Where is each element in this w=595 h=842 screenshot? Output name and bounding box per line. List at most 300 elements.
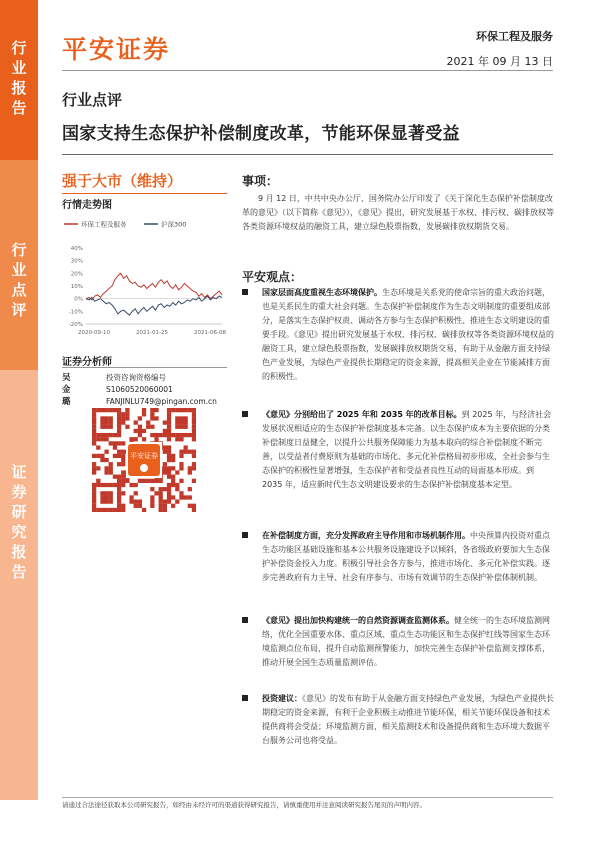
qr-cell xyxy=(171,504,175,508)
qr-cell xyxy=(121,475,125,479)
qr-cell xyxy=(92,433,96,437)
qr-cell xyxy=(138,433,142,437)
qr-cell xyxy=(167,412,171,416)
analyst-name: 吴金璐 xyxy=(62,373,71,407)
qr-cell xyxy=(167,429,171,433)
qr-cell xyxy=(167,454,171,458)
qr-cell xyxy=(92,500,96,504)
qr-cell xyxy=(171,479,175,483)
qr-cell xyxy=(109,420,113,424)
qr-cell xyxy=(175,416,179,420)
qr-cell xyxy=(104,450,108,454)
qr-cell xyxy=(113,408,117,412)
bullet-square-icon xyxy=(242,695,248,701)
qr-cell xyxy=(175,408,179,412)
qr-cell xyxy=(192,433,196,437)
view-item-bold: 在补偿制度方面，充分发挥政府主导作用和市场机制作用。 xyxy=(262,531,470,540)
qr-cell xyxy=(159,504,163,508)
header-divider xyxy=(62,70,553,71)
view-item-text: 健全统一的生态环境监测网络，优化全国重要水体、重点区域、重点生态功能区和生态保护红线等国家生态环境监测点位布局，提升自动监测预警能力，加快完善生态保护补偿监测支撑体系，推动开展全国生态质量监测评估。 xyxy=(262,616,550,667)
y-tick-label: 30% xyxy=(70,258,83,265)
qr-cell xyxy=(134,500,138,504)
qr-cell xyxy=(92,441,96,445)
qr-logo-text: 平安证券 xyxy=(130,452,158,460)
qr-cell xyxy=(175,437,179,441)
qr-cell xyxy=(92,416,96,420)
bullet-square-icon xyxy=(242,532,248,538)
qr-cell xyxy=(163,508,167,512)
qr-cell xyxy=(163,487,167,491)
qr-cell xyxy=(138,504,142,508)
legend-label: 沪深300 xyxy=(161,220,187,229)
qr-cell xyxy=(92,495,96,499)
qr-cell xyxy=(117,495,121,499)
qr-cell xyxy=(179,450,183,454)
qr-cell xyxy=(175,420,179,424)
qr-cell xyxy=(179,491,183,495)
qr-cell xyxy=(184,433,188,437)
y-tick-label: 10% xyxy=(70,284,83,290)
qr-cell xyxy=(179,416,183,420)
qr-cell xyxy=(179,466,183,470)
view-item-text: 中央预算内投资对重点生态功能区基础设施和基本公共服务设施建设予以倾斜，各省级政府要加大生态保护补偿资金投入力度。积极引导社会各方参与，推进市场化、多元化补偿实践。逐步完善政府有力主导、社会有序参与、市场有效调节的生态保护补偿体制机制。 xyxy=(262,531,550,582)
qr-cell xyxy=(167,425,171,429)
qr-cell xyxy=(167,491,171,495)
qr-cell xyxy=(150,495,154,499)
rating-divider xyxy=(62,193,227,194)
qr-cell xyxy=(167,408,171,412)
qr-cell xyxy=(163,466,167,470)
qr-cell xyxy=(175,500,179,504)
qr-cell xyxy=(92,425,96,429)
view-item-text: 《意见》的发布有助于从金融方面支持绿色产业发展，为绿色产业提供长期稳定的资金来源，有利于企业积极主动推进节能环保，相关节能环保设备和技术提供商将会受益；环境监测方面，相关监测技术和设备提供商和生态环境大数据平台服务公司也将受益。 xyxy=(262,694,554,745)
qr-cell xyxy=(192,425,196,429)
qr-cell xyxy=(117,420,121,424)
qr-cell xyxy=(92,491,96,495)
qr-cell xyxy=(171,483,175,487)
qr-cell xyxy=(171,454,175,458)
qr-cell xyxy=(167,420,171,424)
events-text: 9 月 12 日，中共中央办公厅、国务院办公厅印发了《关于深化生态保护补偿制度改革的意见》（以下简称《意见》），《意见》提出，研究发展基于水权、排污权、碳排放权等各类资源环境权益的融资工具，建立绿色股票指数，发展碳排放权期货交易。 xyxy=(242,194,554,231)
qr-cell xyxy=(117,508,121,512)
qr-cell xyxy=(104,416,108,420)
trend-chart-label: 行情走势图 xyxy=(62,200,112,211)
qr-cell xyxy=(92,420,96,424)
qr-cell xyxy=(179,433,183,437)
qr-cell xyxy=(150,500,154,504)
qr-cell xyxy=(100,425,104,429)
qr-cell xyxy=(163,429,167,433)
qr-cell xyxy=(142,429,146,433)
y-tick-label: 20% xyxy=(70,271,83,278)
report-title: 国家支持生态保护补偿制度改革，节能环保显著受益 xyxy=(62,124,460,144)
side-char: 行 xyxy=(11,241,27,259)
qr-cell xyxy=(150,416,154,420)
qr-cell xyxy=(96,437,100,441)
qr-cell xyxy=(121,416,125,420)
qr-cell xyxy=(121,462,125,466)
qr-cell xyxy=(117,425,121,429)
qr-cell xyxy=(134,429,138,433)
qr-cell xyxy=(117,429,121,433)
qr-cell xyxy=(129,495,133,499)
side-char: 报 xyxy=(11,79,27,97)
qr-cell xyxy=(150,425,154,429)
qr-cell xyxy=(104,433,108,437)
qr-cell xyxy=(146,479,150,483)
qr-cell xyxy=(92,470,96,474)
qr-cell xyxy=(184,420,188,424)
side-char: 告 xyxy=(11,99,27,117)
qr-cell xyxy=(159,500,163,504)
report-date: 2021 年 09 月 13 日 xyxy=(446,55,553,68)
qr-cell xyxy=(129,437,133,441)
qr-cell xyxy=(117,441,121,445)
qr-cell xyxy=(167,500,171,504)
qr-cell xyxy=(113,508,117,512)
view-item xyxy=(242,529,556,585)
qr-cell xyxy=(117,500,121,504)
qr-cell xyxy=(117,462,121,466)
views-heading: 平安观点： xyxy=(242,270,303,284)
qr-cell xyxy=(92,487,96,491)
qr-cell xyxy=(179,462,183,466)
qr-cell xyxy=(96,454,100,458)
qr-cell xyxy=(96,445,100,449)
qr-cell xyxy=(192,450,196,454)
qr-cell xyxy=(121,504,125,508)
qr-code[interactable] xyxy=(92,408,196,512)
qr-cell xyxy=(109,466,113,470)
qr-cell xyxy=(184,408,188,412)
qr-cell xyxy=(184,416,188,420)
analyst-license: S1060520060001 xyxy=(106,385,173,394)
qr-cell xyxy=(104,466,108,470)
analyst-role: 投资咨询资格编号 xyxy=(106,373,166,382)
legend-label: 环保工程及服务 xyxy=(81,220,127,229)
qr-cell xyxy=(96,483,100,487)
qr-cell xyxy=(171,466,175,470)
x-tick-label: 2020-09-10 xyxy=(78,330,110,336)
qr-cell xyxy=(117,483,121,487)
qr-cell xyxy=(117,454,121,458)
view-item-text: 生态环境是关系党的使命宗旨的重大政治问题，也是关系民生的重大社会问题。生态保护补偿制度作为生态文明制度的重要组成部分，是落实生态保护权责、调动各方参与生态保护积极性、推进生态文明建设的重要手段。《意见》提出研究发展基于水权、排污权、碳排放权等各类资源环境权益的融资工具，建立绿色股票指数，发展碳排放权期货交易，有助于从金融方面支持绿色产业发展，为绿色产业提供长期稳定的资金来源，提高相关企业在节能减排方面的积极性。 xyxy=(262,288,554,381)
analyst-email[interactable]: FANJINLU749@pingan.com.cn xyxy=(106,397,217,406)
side-label-industry-report xyxy=(0,0,38,160)
qr-cell xyxy=(167,470,171,474)
qr-cell xyxy=(192,479,196,483)
qr-cell xyxy=(104,495,108,499)
qr-cell xyxy=(192,420,196,424)
qr-cell xyxy=(146,420,150,424)
qr-cell xyxy=(192,437,196,441)
qr-cell xyxy=(150,479,154,483)
qr-cell xyxy=(192,508,196,512)
qr-cell xyxy=(121,420,125,424)
qr-cell xyxy=(154,433,158,437)
qr-cell xyxy=(121,470,125,474)
qr-cell xyxy=(163,420,167,424)
qr-cell xyxy=(154,416,158,420)
side-label-industry-comment xyxy=(0,160,38,370)
qr-cell xyxy=(192,408,196,412)
footer-disclaimer: 请通过合法途径获取本公司研究报告，如经由未经许可的渠道获得研究报告，请慎重使用并注意阅读研究报告尾页的声明内容。 xyxy=(62,801,426,809)
qr-cell xyxy=(109,508,113,512)
qr-cell xyxy=(125,416,129,420)
qr-cell xyxy=(100,458,104,462)
y-tick-label: -20% xyxy=(68,322,83,328)
side-char: 证 xyxy=(11,463,27,481)
qr-cell xyxy=(171,433,175,437)
qr-cell xyxy=(192,412,196,416)
qr-cell xyxy=(171,408,175,412)
qr-cell xyxy=(96,408,100,412)
qr-cell xyxy=(96,479,100,483)
qr-cell xyxy=(121,454,125,458)
qr-cell xyxy=(150,412,154,416)
view-item-bold: 国家层面高度重视生态环境保护。 xyxy=(262,288,382,297)
qr-cell xyxy=(188,470,192,474)
qr-cell xyxy=(188,466,192,470)
qr-cell xyxy=(175,470,179,474)
qr-cell xyxy=(100,433,104,437)
qr-cell xyxy=(109,441,113,445)
qr-cell xyxy=(96,433,100,437)
qr-cell xyxy=(159,495,163,499)
qr-cell xyxy=(142,508,146,512)
qr-cell xyxy=(159,491,163,495)
qr-cell xyxy=(100,495,104,499)
qr-cell xyxy=(92,454,96,458)
qr-cell xyxy=(138,500,142,504)
qr-cell xyxy=(167,458,171,462)
qr-cell xyxy=(96,508,100,512)
qr-cell xyxy=(104,437,108,441)
qr-cell xyxy=(109,462,113,466)
qr-cell xyxy=(125,408,129,412)
qr-cell xyxy=(167,433,171,437)
qr-cell xyxy=(159,479,163,483)
qr-cell xyxy=(171,458,175,462)
side-char: 业 xyxy=(11,59,27,77)
qr-cell xyxy=(179,408,183,412)
industry-name: 环保工程及服务 xyxy=(476,30,553,43)
qr-cell xyxy=(104,420,108,424)
qr-cell xyxy=(109,470,113,474)
qr-cell xyxy=(150,504,154,508)
qr-cell xyxy=(125,425,129,429)
qr-cell xyxy=(167,437,171,441)
qr-cell xyxy=(184,445,188,449)
qr-cell xyxy=(175,487,179,491)
view-item xyxy=(242,692,556,748)
qr-cell xyxy=(117,487,121,491)
qr-cell xyxy=(159,487,163,491)
qr-cell xyxy=(142,479,146,483)
qr-cell xyxy=(109,483,113,487)
bullet-square-icon xyxy=(242,289,248,295)
side-char: 业 xyxy=(11,261,27,279)
qr-cell xyxy=(159,433,163,437)
qr-cell xyxy=(142,412,146,416)
view-item-text: 到 2025 年，与经济社会发展状况相适应的生态保护补偿制度基本完备。以生态保护成本为主要依据的分类补偿制度日益健全，以提升公共服务保障能力为基本取向的综合补偿制度不断完善，以受益者付费原则为基础的市场化、多元化补偿格局初步形成，全社会参与生态保护的积极性显著增强，生态保护者和受益者良性互动的局面基本形成。到 2035 年，适应新时代生态文明建设要求的生态保护补偿制度基本定型。 xyxy=(262,410,552,489)
events-section xyxy=(242,172,554,234)
qr-cell xyxy=(167,445,171,449)
qr-cell xyxy=(100,491,104,495)
view-item-bold: 《意见》提出加快构建统一的自然资源调查监测体系。 xyxy=(262,616,454,625)
qr-cell xyxy=(188,450,192,454)
qr-cell xyxy=(138,425,142,429)
qr-cell xyxy=(129,500,133,504)
qr-cell xyxy=(179,437,183,441)
y-tick-label: -10% xyxy=(68,309,83,316)
qr-cell xyxy=(92,466,96,470)
qr-cell xyxy=(121,483,125,487)
qr-cell xyxy=(192,504,196,508)
side-char: 评 xyxy=(11,301,27,319)
side-label-research-report xyxy=(0,370,38,800)
bullet-square-icon xyxy=(242,617,248,623)
side-char: 研 xyxy=(11,503,27,521)
qr-cell xyxy=(154,491,158,495)
qr-cell xyxy=(171,495,175,499)
qr-cell xyxy=(175,433,179,437)
side-char: 告 xyxy=(11,563,27,581)
series-line xyxy=(86,296,222,315)
qr-cell xyxy=(138,429,142,433)
qr-cell xyxy=(163,470,167,474)
qr-cell xyxy=(117,491,121,495)
qr-cell xyxy=(109,433,113,437)
qr-cell xyxy=(117,450,121,454)
qr-cell xyxy=(138,479,142,483)
qr-cell xyxy=(154,408,158,412)
qr-cell xyxy=(117,408,121,412)
qr-cell xyxy=(154,437,158,441)
qr-cell xyxy=(104,500,108,504)
side-char: 究 xyxy=(11,523,27,541)
qr-cell xyxy=(100,416,104,420)
qr-cell xyxy=(121,491,125,495)
analyst-divider xyxy=(62,367,227,368)
qr-cell xyxy=(171,475,175,479)
y-tick-label: 40% xyxy=(70,246,83,252)
qr-cell xyxy=(121,508,125,512)
qr-cell xyxy=(129,483,133,487)
qr-cell xyxy=(117,479,121,483)
x-tick-label: 2021-01-25 xyxy=(136,330,168,336)
title-divider xyxy=(62,154,553,155)
qr-cell xyxy=(179,420,183,424)
qr-cell xyxy=(113,454,117,458)
qr-cell xyxy=(167,450,171,454)
qr-cell xyxy=(104,508,108,512)
qr-cell xyxy=(109,500,113,504)
qr-cell xyxy=(121,412,125,416)
qr-cell xyxy=(100,420,104,424)
qr-cell xyxy=(92,483,96,487)
qr-cell xyxy=(104,491,108,495)
view-item xyxy=(242,286,556,384)
qr-cell xyxy=(104,470,108,474)
doc-type: 行业点评 xyxy=(62,91,123,109)
qr-cell xyxy=(104,483,108,487)
qr-cell xyxy=(163,504,167,508)
view-item xyxy=(242,614,556,670)
qr-cell xyxy=(142,437,146,441)
qr-cell xyxy=(92,412,96,416)
qr-cell xyxy=(96,466,100,470)
qr-cell xyxy=(134,437,138,441)
qr-cell xyxy=(188,487,192,491)
qr-cell xyxy=(100,437,104,441)
qr-cell xyxy=(109,495,113,499)
qr-cell xyxy=(163,445,167,449)
qr-cell xyxy=(125,479,129,483)
qr-cell xyxy=(167,483,171,487)
y-tick-label: 0% xyxy=(74,296,83,303)
trend-chart xyxy=(62,212,227,342)
footer-divider xyxy=(62,797,553,798)
side-banner xyxy=(0,0,38,842)
qr-cell xyxy=(188,495,192,499)
qr-cell xyxy=(146,425,150,429)
qr-cell xyxy=(167,487,171,491)
qr-cell xyxy=(134,483,138,487)
qr-cell xyxy=(121,450,125,454)
qr-cell xyxy=(163,462,167,466)
qr-cell xyxy=(163,500,167,504)
qr-cell xyxy=(113,445,117,449)
qr-cell xyxy=(117,475,121,479)
qr-cell xyxy=(192,429,196,433)
qr-cell xyxy=(117,416,121,420)
side-char: 券 xyxy=(11,483,27,501)
qr-cell xyxy=(175,425,179,429)
qr-cell xyxy=(113,483,117,487)
events-heading: 事项： xyxy=(242,174,279,188)
side-char: 行 xyxy=(11,39,27,57)
qr-cell xyxy=(192,416,196,420)
qr-cell xyxy=(117,412,121,416)
qr-cell xyxy=(100,483,104,487)
qr-cell xyxy=(167,466,171,470)
qr-cell xyxy=(163,450,167,454)
qr-cell xyxy=(113,441,117,445)
qr-cell xyxy=(92,437,96,441)
view-item xyxy=(242,408,556,492)
analyst-heading: 证券分析师 xyxy=(62,357,112,368)
view-item-bold: 《意见》分别给出了 2025 年和 2035 年的改革目标。 xyxy=(262,410,462,419)
qr-cell xyxy=(154,479,158,483)
qr-cell xyxy=(104,408,108,412)
qr-cell xyxy=(167,475,171,479)
qr-cell xyxy=(92,462,96,466)
qr-cell xyxy=(92,429,96,433)
qr-cell xyxy=(184,425,188,429)
qr-cell xyxy=(192,466,196,470)
qr-cell xyxy=(92,408,96,412)
side-char: 点 xyxy=(11,281,27,299)
qr-cell xyxy=(188,504,192,508)
qr-cell xyxy=(92,504,96,508)
series-line xyxy=(86,273,222,300)
qr-cell xyxy=(134,504,138,508)
qr-cell xyxy=(109,416,113,420)
qr-cell xyxy=(121,479,125,483)
qr-cell xyxy=(100,454,104,458)
qr-cell xyxy=(179,425,183,429)
